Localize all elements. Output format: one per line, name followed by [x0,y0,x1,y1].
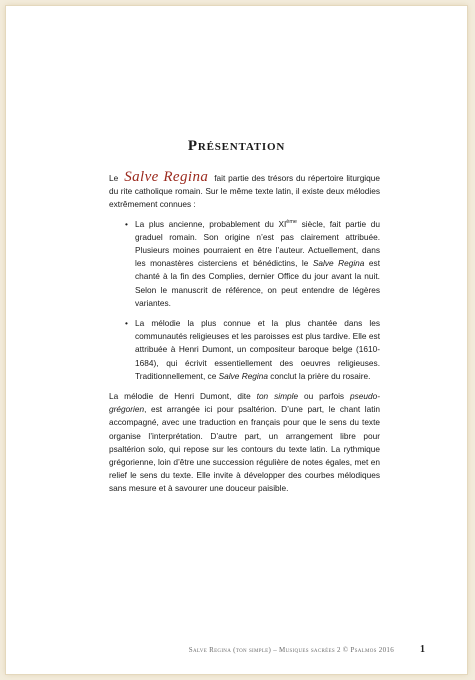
closing-text: La mélodie de Henri Dumont, dite [109,391,257,402]
list-item [127,317,380,383]
bullet-icon: • [125,318,128,329]
text-body [109,171,380,496]
page-number: 1 [420,644,425,655]
italic-title: Salve Regina [312,258,365,269]
bullet-text: siècle, fait partie du graduel romain. Son origine n’est pas clairement attribuée. Plusieurs moines pourraient en être l’auteur. Actuellement, dans les monastères cisterciens et bénédictins, le [135,218,381,269]
bullet-text: La plus ancienne, probablement du XI [135,218,287,229]
italic-term: pseudo-grégorien [109,391,380,415]
closing-text: , est arrangée ici pour psaltérion. D’une part, le chant latin accompagné, avec une traduction en français pour que le sens du texte organise l’interprétation. D’autre part, un arrangement libre pour psaltérion solo, qui repose sur les contours du texte latin. La rythmique grégorienne, loin d’être une succession régulière de notes égales, met en relief le sens du texte. Elle invite à développer des courbes mélodiques sans mesure et à savourer une douceur paisible. [109,404,380,494]
document-page [6,6,467,674]
bullet-icon: • [125,218,128,229]
intro-text: fait partie des trésors du répertoire liturgique du rite catholique romain. Sur le même texte latin, il existe deux mélodies extrêmement connues : [109,173,380,210]
bullet-list [109,218,380,383]
salve-regina-title: Salve Regina [124,169,209,185]
footer-text: Salve Regina (ton simple) – Musiques sacrées 2 © Psalmos 2016 [188,646,394,654]
bullet-text: La mélodie la plus connue et la plus chantée dans les communautés religieuses et les paroisses est plus tardive. Elle est attribuée à Henri Dumont, un compositeur baroque belge (1610-1684), qui écrivit essentiellement des oeuvres religieuses. Traditionnellement, ce [135,318,380,381]
intro-paragraph [109,171,380,212]
closing-paragraph [109,390,380,496]
bullet-text: conclut la prière du rosaire. [268,370,371,381]
page-title: Présentation [187,138,286,154]
closing-text: ou parfois [298,391,350,402]
bullet-text: est chanté à la fin des Complies, dernier Office du jour avant la nuit. Selon le manuscrit de référence, on peut entendre de légères variantes. [135,258,380,308]
intro-lead: Le [109,173,119,183]
superscript-ordinal: ème [286,218,297,225]
page-footer [6,644,467,658]
list-item [127,218,380,310]
italic-term: ton simple [256,391,299,402]
italic-title: Salve Regina [218,370,268,381]
